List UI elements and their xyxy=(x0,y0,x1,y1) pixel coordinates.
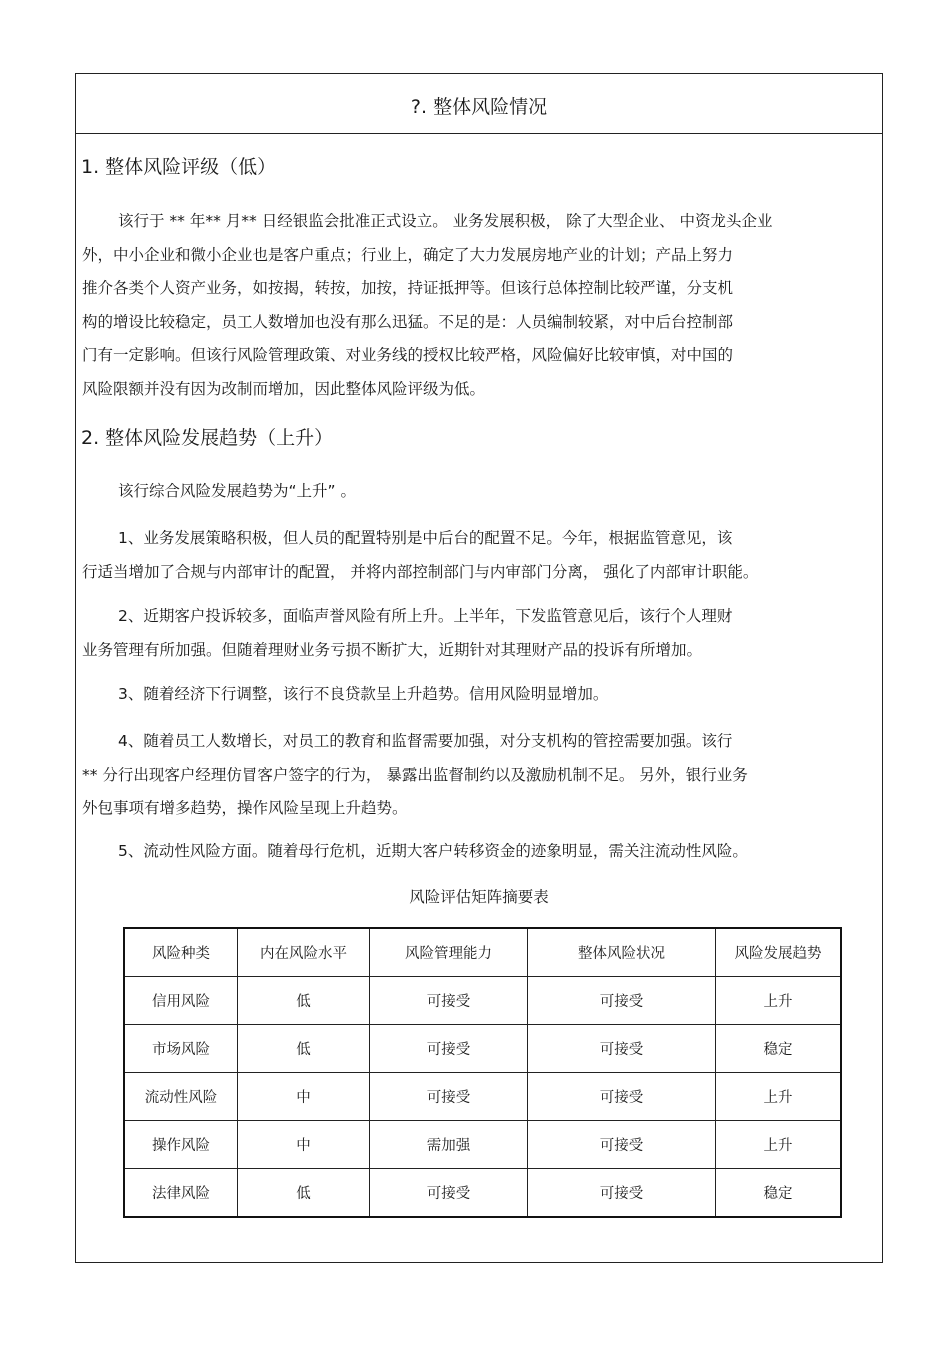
table-cell: 信用风险 xyxy=(124,977,238,1025)
trend-item-3 xyxy=(82,678,874,712)
table-cell: 可接受 xyxy=(370,1169,528,1218)
part1-paragraph xyxy=(82,205,874,406)
table-cell: 流动性风险 xyxy=(124,1073,238,1121)
column-header: 内在风险水平 xyxy=(238,928,370,977)
title-divider xyxy=(76,133,882,134)
table-row xyxy=(124,1169,841,1218)
paragraph-line: 外，中小企业和微小企业也是客户重点；行业上，确定了大力发展房地产业的计划；产品上努力 xyxy=(82,245,734,264)
paragraph-line: 风险限额并没有因为改制而增加，因此整体风险评级为低。 xyxy=(82,379,486,398)
section-title: ?. 整体风险情况 xyxy=(410,96,548,118)
table-cell: 可接受 xyxy=(528,1121,716,1169)
trend-item-2 xyxy=(82,600,874,667)
paragraph-line: 1、业务发展策略积极，但人员的配置特别是中后台的配置不足。今年，根据监管意见，该 xyxy=(118,529,733,547)
trend-item-4 xyxy=(82,725,874,826)
table-cell: 中 xyxy=(238,1073,370,1121)
paragraph-line: 行适当增加了合规与内部审计的配置， 并将内部控制部门与内审部门分离， 强化了内部审计职能。 xyxy=(82,562,759,581)
table-cell: 上升 xyxy=(716,977,842,1025)
trend-item-1 xyxy=(82,522,874,589)
document-frame xyxy=(75,73,883,1263)
part2-heading: 2. 整体风险发展趋势（上升） xyxy=(81,427,334,449)
table-cell: 操作风险 xyxy=(124,1121,238,1169)
paragraph-line: 该行于 ** 年** 月** 日经银监会批准正式设立。 业务发展积极， 除了大型企业、 中资龙头企业 xyxy=(118,212,773,230)
table-cell: 可接受 xyxy=(370,1073,528,1121)
table-cell: 可接受 xyxy=(528,1025,716,1073)
column-header: 整体风险状况 xyxy=(528,928,716,977)
paragraph-line: 外包事项有增多趋势，操作风险呈现上升趋势。 xyxy=(82,799,408,817)
table-row xyxy=(124,1121,841,1169)
table-header-row xyxy=(124,928,841,977)
table-title: 风险评估矩阵摘要表 xyxy=(409,888,549,906)
paragraph-line: 该行综合风险发展趋势为“上升” 。 xyxy=(118,482,356,500)
table-cell: 上升 xyxy=(716,1121,842,1169)
table-cell: 稳定 xyxy=(716,1025,842,1073)
paragraph-line: 2、近期客户投诉较多，面临声誉风险有所上升。上半年，下发监管意见后，该行个人理财 xyxy=(118,607,733,625)
table-cell: 可接受 xyxy=(370,1025,528,1073)
paragraph-line: 3、随着经济下行调整，该行不良贷款呈上升趋势。信用风险明显增加。 xyxy=(118,685,609,703)
table-cell: 低 xyxy=(238,977,370,1025)
table-cell: 可接受 xyxy=(370,977,528,1025)
table-row xyxy=(124,1025,841,1073)
paragraph-line: 门有一定影响。但该行风险管理政策、对业务线的授权比较严格，风险偏好比较审慎，对中国的 xyxy=(82,346,734,364)
table-cell: 可接受 xyxy=(528,1073,716,1121)
paragraph-line: 推介各类个人资产业务，如按揭，转按，加按，持证抵押等。但该行总体控制比较严谨，分支机 xyxy=(82,279,734,297)
table-row xyxy=(124,977,841,1025)
part1-heading: 1. 整体风险评级（低） xyxy=(81,156,277,178)
paragraph-line: ** 分行出现客户经理仿冒客户签字的行为， 暴露出监督制约以及激励机制不足。 另外，银行业务 xyxy=(82,765,748,784)
column-header: 风险发展趋势 xyxy=(716,928,842,977)
table-cell: 低 xyxy=(238,1025,370,1073)
table-cell: 可接受 xyxy=(528,1169,716,1218)
table-cell: 可接受 xyxy=(528,977,716,1025)
column-header: 风险种类 xyxy=(124,928,238,977)
risk-matrix-table xyxy=(123,927,842,1218)
table-cell: 上升 xyxy=(716,1073,842,1121)
table-cell: 低 xyxy=(238,1169,370,1218)
table-cell: 市场风险 xyxy=(124,1025,238,1073)
part2-intro xyxy=(82,475,874,509)
paragraph-line: 4、随着员工人数增长，对员工的教育和监督需要加强，对分支机构的管控需要加强。该行 xyxy=(118,732,733,750)
trend-item-5 xyxy=(82,835,874,869)
column-header: 风险管理能力 xyxy=(370,928,528,977)
table-cell: 法律风险 xyxy=(124,1169,238,1218)
paragraph-line: 5、流动性风险方面。随着母行危机，近期大客户转移资金的迹象明显，需关注流动性风险。 xyxy=(118,842,748,860)
table-cell: 需加强 xyxy=(370,1121,528,1169)
table-cell: 稳定 xyxy=(716,1169,842,1218)
table-row xyxy=(124,1073,841,1121)
table-cell: 中 xyxy=(238,1121,370,1169)
paragraph-line: 构的增设比较稳定，员工人数增加也没有那么迅猛。不足的是：人员编制较紧，对中后台控制部 xyxy=(82,312,734,331)
paragraph-line: 业务管理有所加强。但随着理财业务亏损不断扩大，近期针对其理财产品的投诉有所增加。 xyxy=(82,640,703,659)
